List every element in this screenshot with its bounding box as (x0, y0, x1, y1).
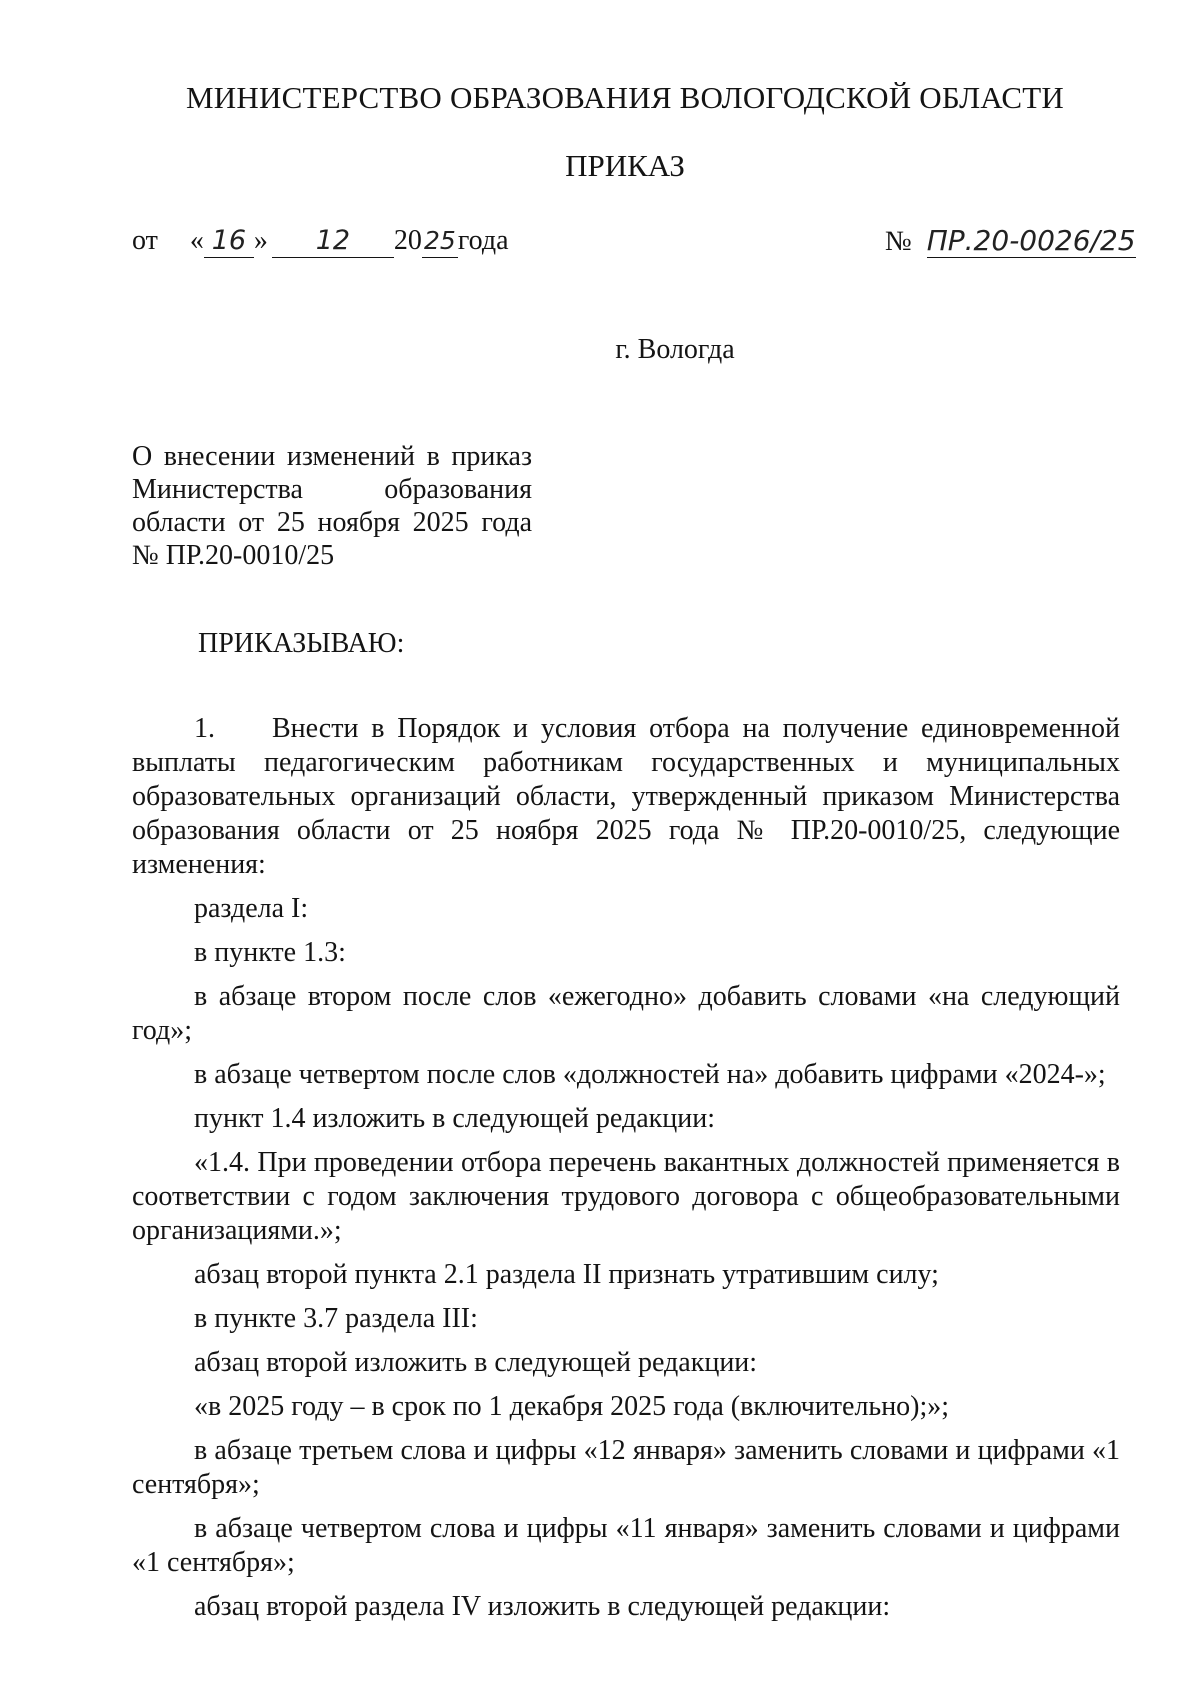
body-paragraph: раздела I: (194, 893, 309, 924)
directive-heading: ПРИКАЗЫВАЮ: (198, 628, 405, 659)
document-type-heading: ПРИКАЗ (565, 148, 685, 183)
subject-line-4: № ПР.20-0010/25 (132, 540, 335, 571)
body-paragraph: абзац второй изложить в следующей редакции: (194, 1347, 758, 1378)
date-day-handwritten: 16 (204, 225, 254, 258)
body-paragraph: «в 2025 году – в срок по 1 декабря 2025 года (включительно);»; (194, 1391, 950, 1422)
city-line: г. Вологда (615, 334, 735, 365)
body-paragraph: в пункте 1.3: (194, 937, 346, 968)
date-close-quote: » (253, 225, 268, 256)
body-paragraph: абзац второй раздела IV изложить в следующей редакции: (194, 1591, 891, 1622)
body-paragraph: абзац второй пункта 2.1 раздела II признать утратившим силу; (194, 1259, 939, 1290)
number-sign: № (885, 226, 912, 257)
date-year-prefix: 20 (393, 225, 422, 256)
body-paragraph: в абзаце третьем слова и цифры «12 января» заменить словами и цифрами «1 сентября»; (132, 1435, 1120, 1500)
subject-line-3: области от 25 ноября 2025 года (132, 507, 532, 538)
date-month-handwritten: 12 (272, 225, 394, 258)
date-year-word: года (457, 225, 509, 256)
item-1-paragraph (132, 712, 1120, 882)
item-1-number: 1. (194, 713, 215, 744)
item-1-text: Внести в Порядок и условия отбора на получение единовременной выплаты педагогическим работникам государственных и муниципальных образовательных организаций области, утвержденный приказом Министерства образования области от 25 ноября 2025 года № ПР.20-0010/25, следующие изменения: (132, 713, 1120, 880)
date-open-quote: « (189, 225, 204, 256)
number-line (885, 225, 1136, 258)
body-paragraph: в абзаце втором после слов «ежегодно» добавить словами «на следующий год»; (132, 981, 1120, 1046)
subject-line-1: О внесении изменений в приказ (132, 441, 532, 472)
ministry-heading: МИНИСТЕРСТВО ОБРАЗОВАНИЯ ВОЛОГОДСКОЙ ОБЛАСТИ (186, 80, 1064, 115)
body-paragraph: в абзаце четвертом слова и цифры «11 января» заменить словами и цифрами «1 сентября»; (132, 1513, 1120, 1578)
body-paragraph: пункт 1.4 изложить в следующей редакции: (194, 1103, 715, 1134)
document-number-handwritten: ПР.20-0026/25 (926, 224, 1136, 257)
date-year-handwritten: 25 (422, 225, 458, 258)
subject-block (132, 440, 532, 572)
body-paragraph: в абзаце четвертом после слов «должностей на» добавить цифрами «2024-»; (194, 1059, 1106, 1090)
date-line (132, 225, 509, 258)
body-paragraph: «1.4. При проведении отбора перечень вакантных должностей применяется в соответствии с годом заключения трудового договора с общеобразовательными организациями.»; (132, 1147, 1120, 1246)
body-paragraph: в пункте 3.7 раздела III: (194, 1303, 478, 1334)
document-body (132, 712, 1120, 1624)
date-prefix: от (132, 225, 158, 256)
subject-line-2: Министерства образования (132, 474, 532, 505)
